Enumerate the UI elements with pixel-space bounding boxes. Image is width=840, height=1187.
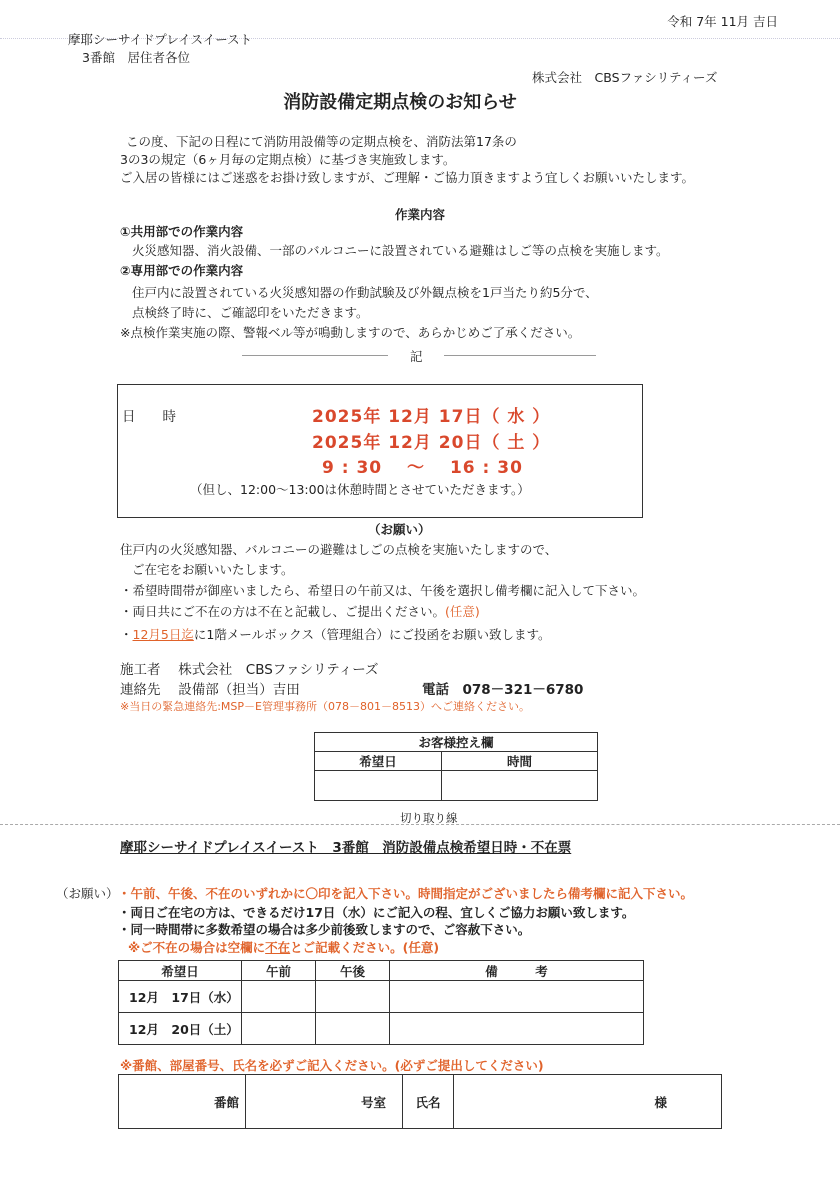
pref-remarks-cell-2[interactable]	[390, 1013, 644, 1045]
customer-copy-time-header: 時間	[442, 752, 598, 771]
optional-mark: (任意)	[445, 604, 480, 619]
pref-am-cell-1[interactable]	[242, 981, 316, 1013]
common-area-text: 火災感知器、消火設備、一部のバルコニーに設置されている避難はしご等の点検を実施します。	[132, 243, 669, 258]
bankan-field[interactable]	[119, 1075, 246, 1129]
pref-header-am: 午前	[242, 961, 316, 981]
form-request-label: （お願い）	[56, 886, 119, 901]
pref-pm-cell-2[interactable]	[316, 1013, 390, 1045]
form-line-3: ・同一時間帯に多数希望の場合は多少前後致しますので、ご容赦下さい。	[118, 922, 531, 937]
pref-row-date-2: 12月 20日（土）	[119, 1013, 242, 1045]
room-label: 号室	[360, 1094, 386, 1110]
deadline-date: 12月5日迄	[132, 627, 194, 642]
ki-mark: 記	[410, 349, 423, 364]
request-heading: （お願い）	[368, 522, 431, 537]
ki-rule-right	[444, 355, 596, 356]
customer-copy-title: お客様控え欄	[315, 733, 598, 752]
form-line-4: ※ご不在の場合は空欄に不在とご記載ください。(任意)	[128, 940, 440, 955]
pref-header-date: 希望日	[119, 961, 242, 981]
room-field[interactable]	[246, 1075, 403, 1129]
common-area-heading: ①共用部での作業内容	[120, 224, 244, 239]
alarm-note: ※点検作業実施の際、警報ベル等が鳴動しますので、あらかじめご了承ください。	[120, 325, 581, 340]
contact-line: 連絡先 設備部（担当）吉田	[120, 682, 300, 698]
sama-label: 様	[654, 1094, 667, 1110]
name-label: 氏名	[403, 1075, 454, 1129]
form-line-1: ・午前、午後、不在のいずれかに〇印を記入下さい。時間指定がございましたら備考欄に記入下さい。	[118, 886, 694, 901]
schedule-time: 9 : 30 ～ 16 : 30	[322, 458, 523, 478]
intro-line-1: この度、下記の日程にて消防用設備等の定期点検を、消防法第17条の	[126, 134, 517, 149]
customer-copy-time-cell[interactable]	[442, 771, 598, 801]
request-line-2: ご在宅をお願いいたします。	[132, 562, 294, 577]
intro-line-3: ご入居の皆様にはご迷惑をお掛け致しますが、ご理解・ご協力頂きますよう宜しくお願いいたします。	[120, 170, 695, 185]
schedule-date-2: 2025年 12月 20日（ 土 ）	[312, 433, 551, 453]
private-area-text-2: 点検終了時に、ご確認印をいただきます。	[132, 305, 369, 320]
bankan-label: 番館	[213, 1094, 239, 1110]
customer-copy-table	[314, 732, 598, 801]
request-line-4: ・両日共にご不在の方は不在と記載し、ご提出ください。(任意)	[120, 604, 480, 619]
request-line-5: ・12月5日迄に1階メールボックス（管理組合）にご投函をお願い致します。	[120, 627, 551, 642]
issue-date: 令和 7年 11月 吉日	[667, 14, 778, 29]
resident-info-table	[118, 1074, 722, 1129]
private-area-text-1: 住戸内に設置されている火災感知器の作動試験及び外観点検を1戸当たり約5分で、	[132, 285, 598, 300]
sender-company: 株式会社 CBSファシリティーズ	[532, 70, 718, 85]
preference-table	[118, 960, 644, 1045]
addressee-residents: 3番館 居住者各位	[82, 50, 190, 65]
pref-am-cell-2[interactable]	[242, 1013, 316, 1045]
request-line-1: 住戸内の火災感知器、バルコニーの避難はしごの点検を実施いたしますので、	[120, 542, 558, 557]
name-field[interactable]	[454, 1075, 722, 1129]
pref-row-date-1: 12月 17日（水）	[119, 981, 242, 1013]
form-line-2: ・両日ご在宅の方は、できるだけ17日（水）にご記入の程、宜しくご協力お願い致します。	[118, 905, 635, 920]
cut-line-label: 切り取り線	[400, 811, 458, 825]
page-title: 消防設備定期点検のお知らせ	[283, 92, 517, 113]
private-area-heading: ②専用部での作業内容	[120, 263, 244, 278]
required-notice: ※番館、部屋番号、氏名を必ずご記入ください。(必ずご提出してください)	[120, 1058, 544, 1073]
ki-rule-left	[242, 355, 388, 356]
customer-copy-date-cell[interactable]	[315, 771, 442, 801]
schedule-date-1: 2025年 12月 17日（ 水 ）	[312, 407, 551, 427]
schedule-label: 日 時	[122, 409, 176, 425]
intro-line-2: 3の3の規定（6ヶ月毎の定期点検）に基づき実施致します。	[120, 152, 456, 167]
phone-number: 電話 078－321－6780	[422, 682, 584, 698]
request-line-3: ・希望時間帯が御座いましたら、希望日の午前又は、午後を選択し備考欄に記入して下さい。	[120, 583, 646, 598]
pref-header-remarks: 備 考	[390, 961, 644, 981]
pref-header-pm: 午後	[316, 961, 390, 981]
break-note: （但し、12:00～13:00は休憩時間とさせていただきます。）	[190, 482, 530, 497]
pref-pm-cell-1[interactable]	[316, 981, 390, 1013]
contractor-line: 施工者 株式会社 CBSファシリティーズ	[120, 662, 379, 678]
form-title: 摩耶シーサイドプレイスイースト 3番館 消防設備点検希望日時・不在票	[120, 840, 572, 856]
work-heading: 作業内容	[394, 207, 445, 222]
addressee-building: 摩耶シーサイドプレイスイースト	[68, 32, 253, 47]
emergency-contact: ※当日の緊急連絡先:MSP－E管理事務所（078－801－8513）へご連絡ください。	[120, 700, 530, 713]
customer-copy-date-header: 希望日	[315, 752, 442, 771]
pref-remarks-cell-1[interactable]	[390, 981, 644, 1013]
cut-line	[0, 824, 840, 825]
